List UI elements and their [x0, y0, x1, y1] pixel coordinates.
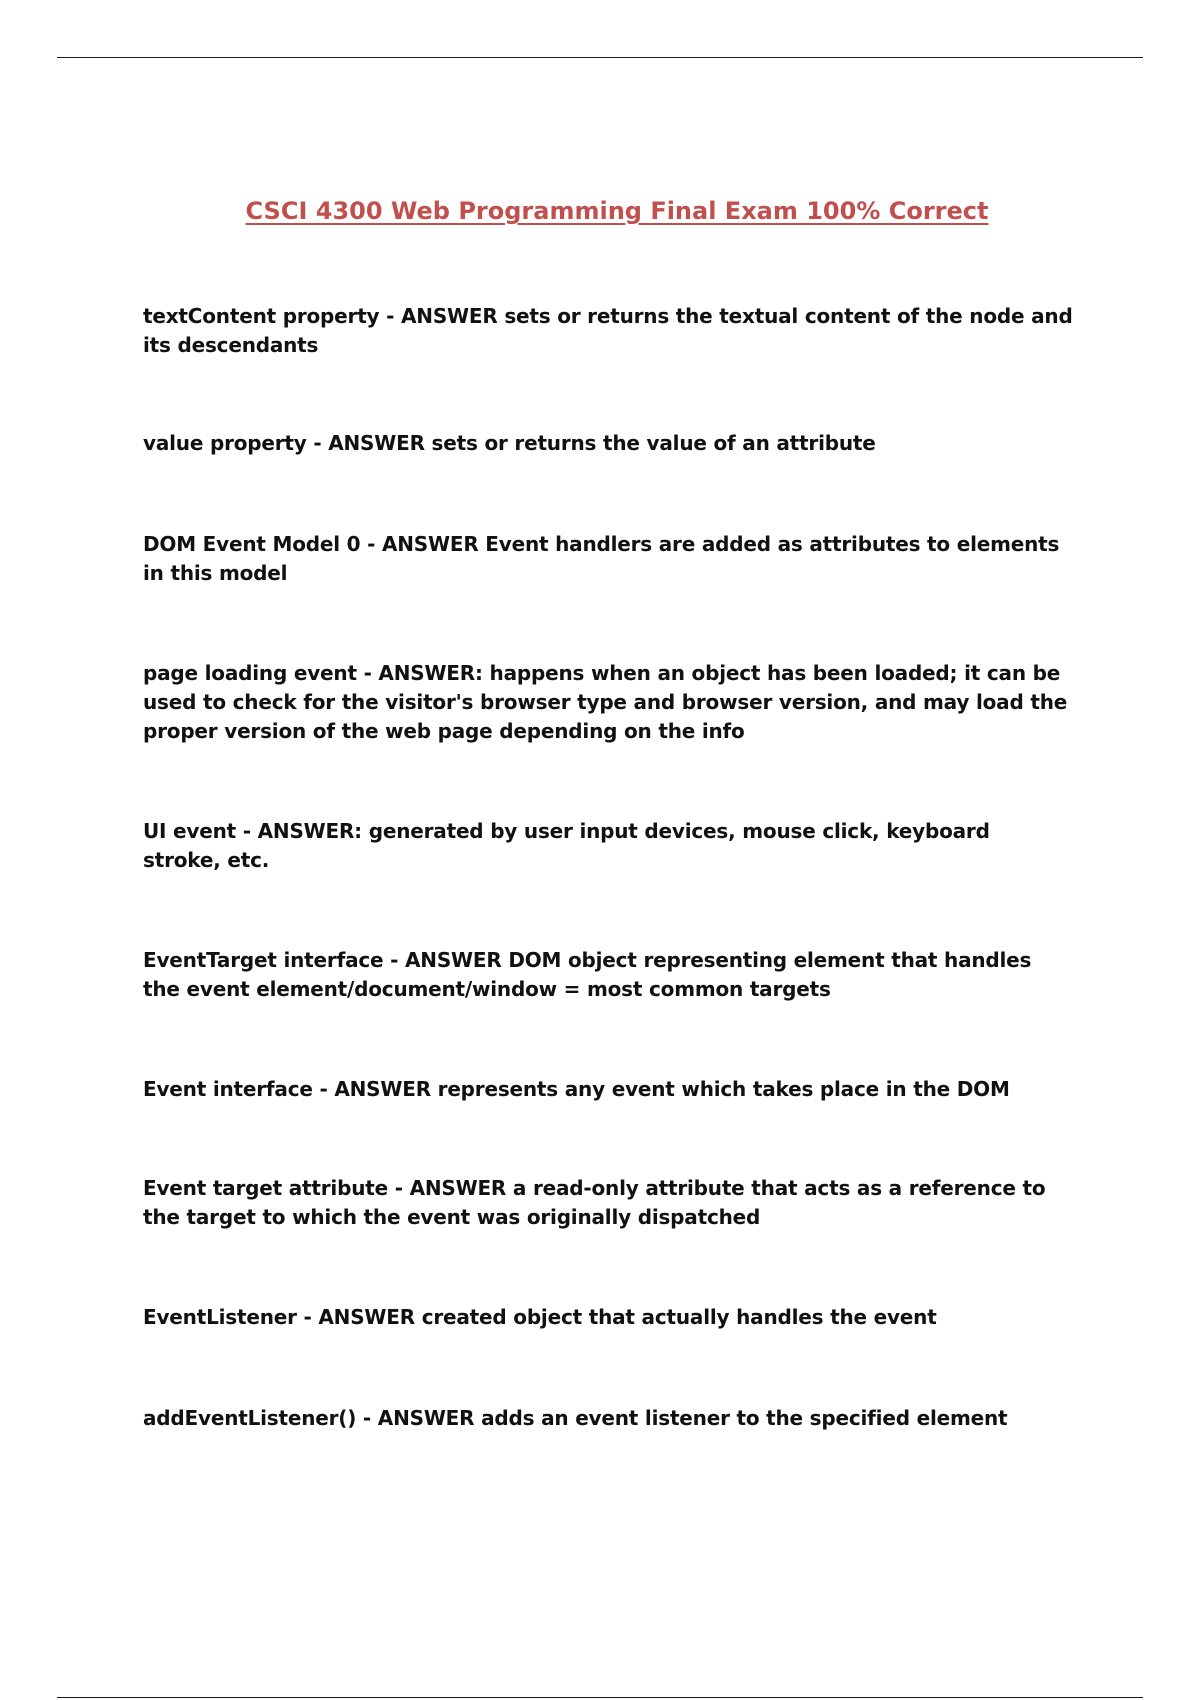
- qa-item-event-interface: Event interface - ANSWER represents any event which takes place in the DOM: [143, 1077, 1010, 1101]
- qa-item-ui-event: UI event - ANSWER: generated by user input devices, mouse click, keyboard stroke, etc.: [143, 819, 990, 872]
- qa-item-addeventlistener: addEventListener() - ANSWER adds an event listener to the specified element: [143, 1406, 1008, 1430]
- qa-item-eventtarget-interface: EventTarget interface - ANSWER DOM object representing element that handles the event element/document/window = most common targets: [143, 948, 1032, 1001]
- header-rule: [57, 57, 1143, 58]
- qa-item-page-loading-event: page loading event - ANSWER: happens when an object has been loaded; it can be used to check for the visitor's browser type and browser version, and may load the proper version of the web page depending on the info: [143, 661, 1068, 743]
- qa-item-event-target-attribute: Event target attribute - ANSWER a read-only attribute that acts as a reference to the target to which the event was originally dispatched: [143, 1176, 1046, 1229]
- footer-rule: [57, 1697, 1143, 1698]
- qa-item-value-property: value property - ANSWER sets or returns the value of an attribute: [143, 431, 876, 455]
- qa-item-eventlistener: EventListener - ANSWER created object that actually handles the event: [143, 1305, 937, 1329]
- qa-item-dom-event-model-0: DOM Event Model 0 - ANSWER Event handlers are added as attributes to elements in this model: [143, 532, 1060, 585]
- document-title: CSCI 4300 Web Programming Final Exam 100% Correct: [245, 197, 989, 225]
- qa-item-textcontent-property: textContent property - ANSWER sets or returns the textual content of the node and its descendants: [143, 304, 1073, 357]
